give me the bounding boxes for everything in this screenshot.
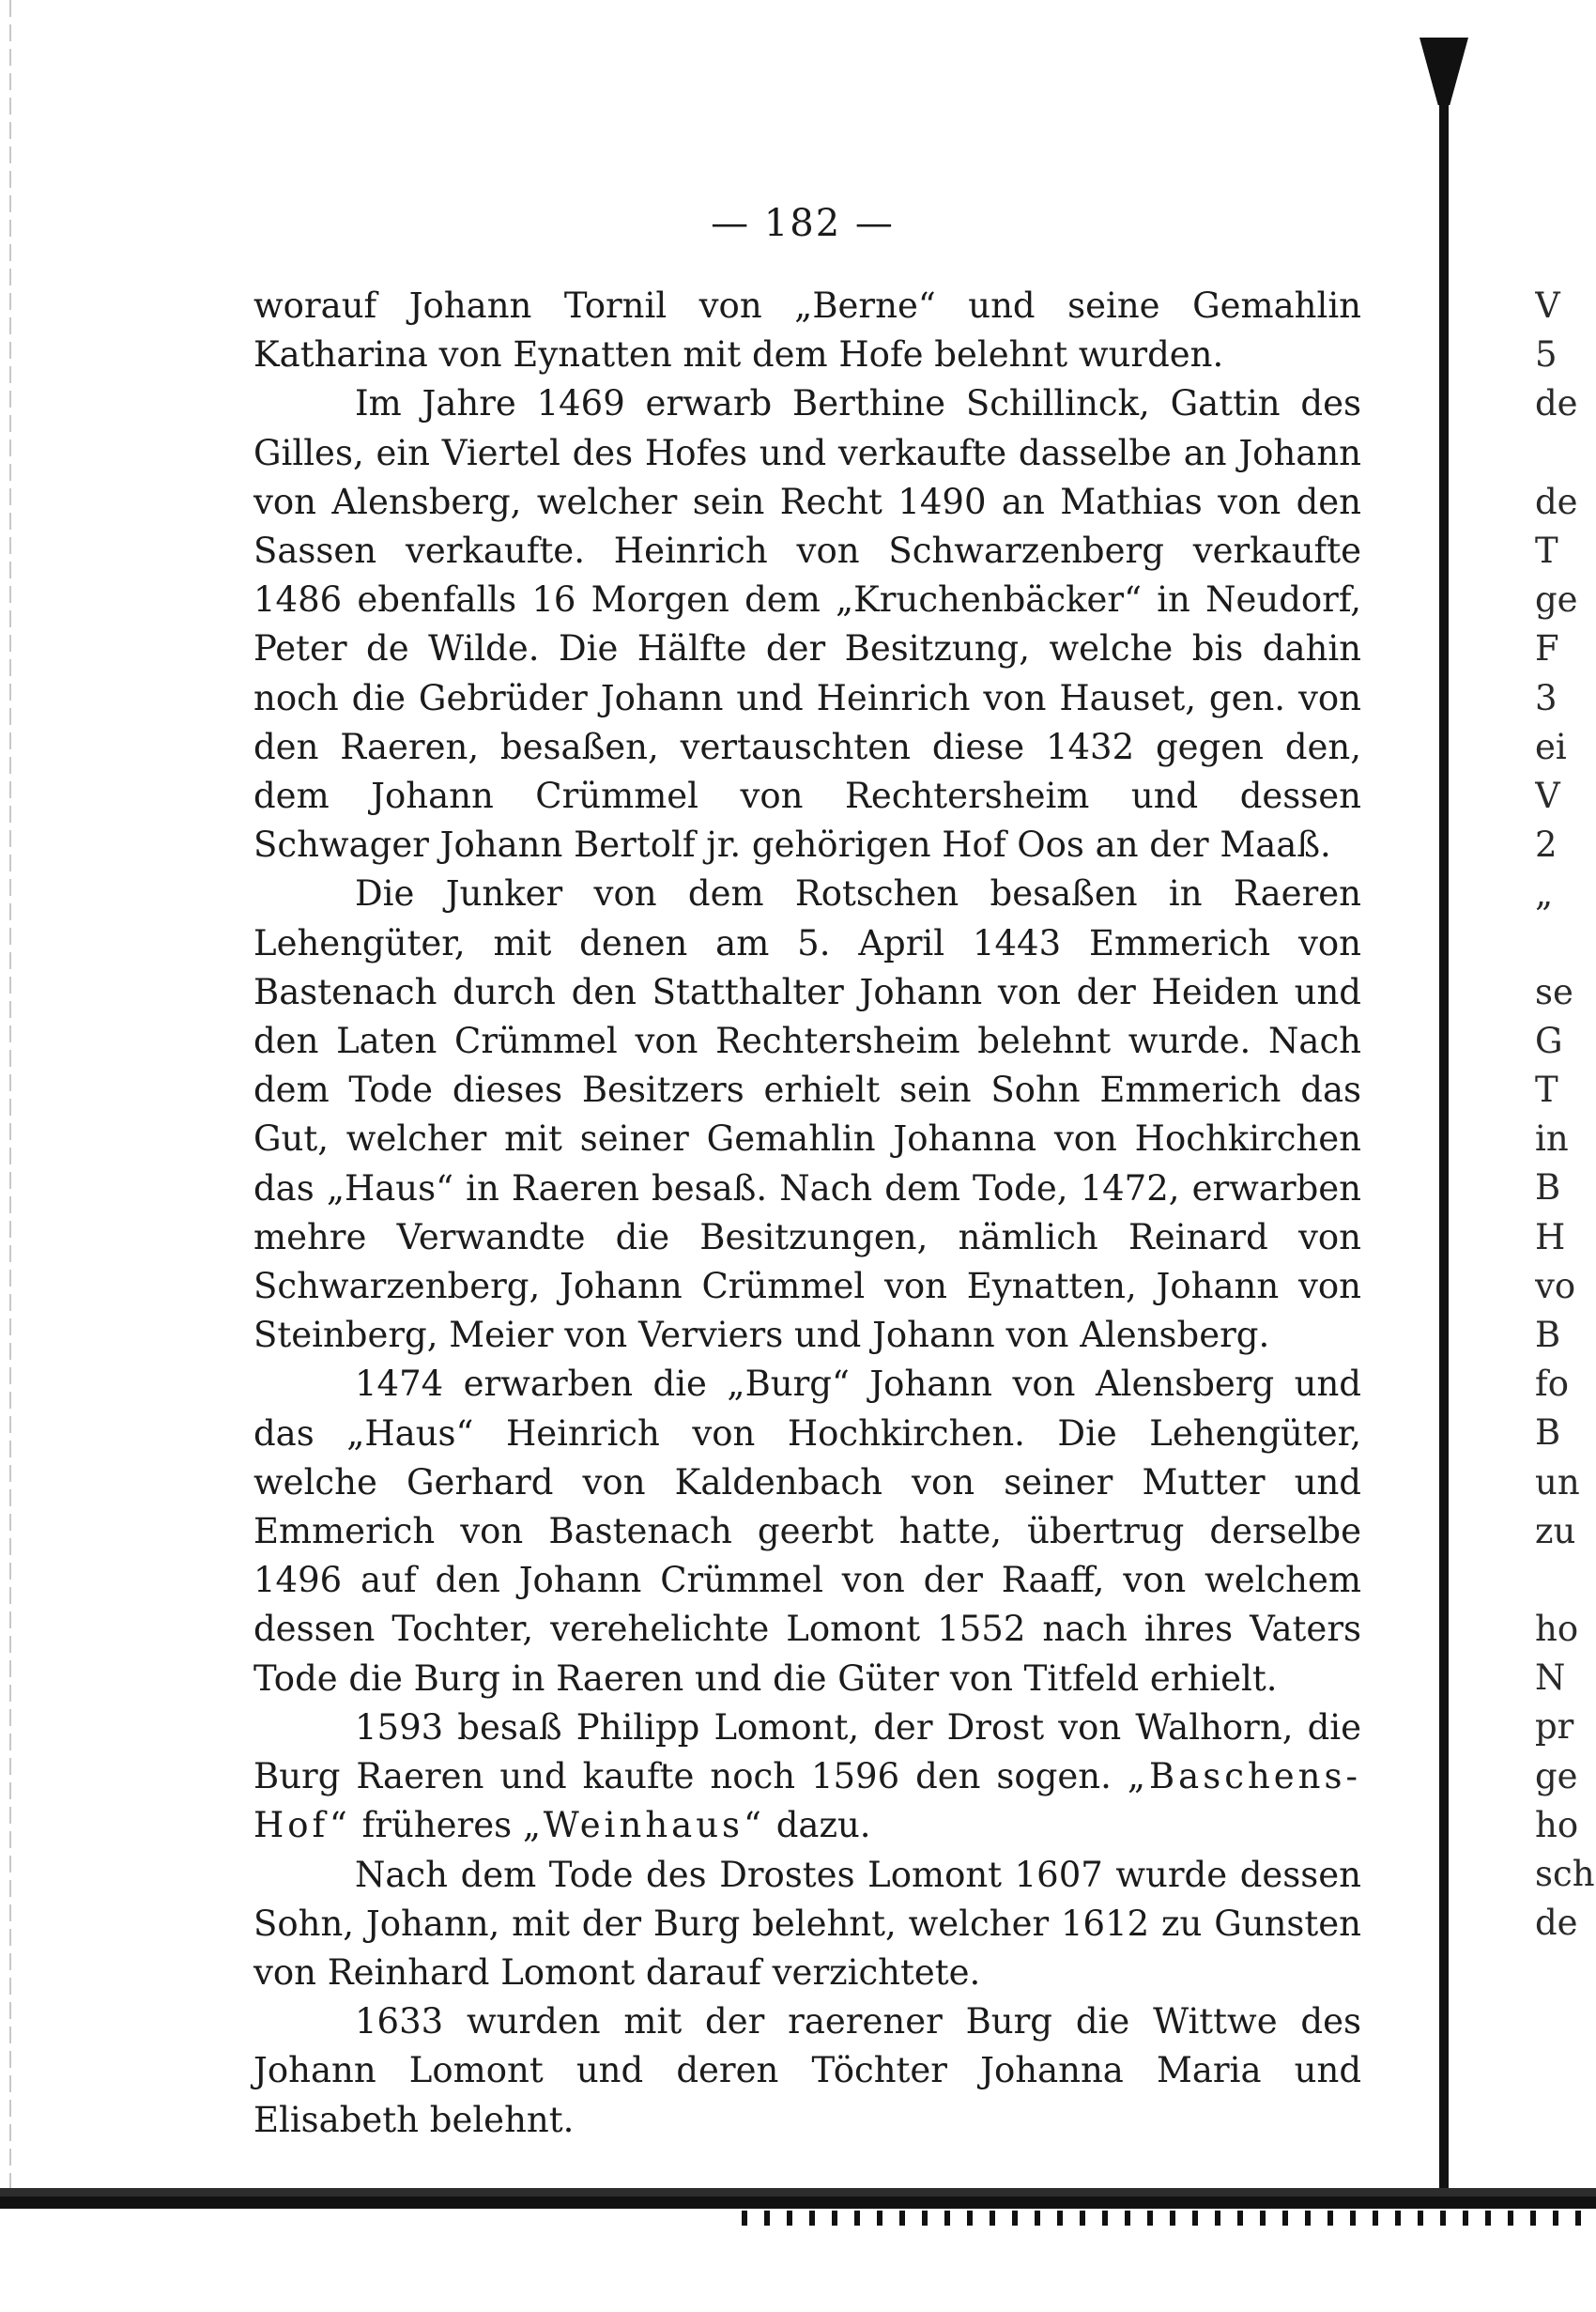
facing-page-line: H: [1535, 1216, 1566, 1257]
facing-page-line: pr: [1535, 1706, 1574, 1748]
facing-page-line: V: [1535, 775, 1560, 816]
baschens-hof-spaced-name: „Baschens-Hof“: [253, 1756, 1362, 1846]
facing-page-line: [1535, 1556, 1596, 1605]
facing-page-line: de: [1535, 1903, 1578, 1944]
scan-bottom-ticks: [742, 2211, 1596, 2226]
left-margin-scan-line: [9, 0, 11, 2197]
paragraph-4: 1474 erwarben die „Burg“ Johann von Alensberg und das „Haus“ Heinrich von Hochkirchen. Die Lehengüter, welche Gerhard von Kaldenbach von seiner Mutter und Emmerich von Bastenach geerbt hatte, übertrug derselbe 1496 auf den Johann Crümmel von der Raaff, von welchem dessen Tochter, verehelichte Lomont 1552 nach ihres Vaters Tode die Burg in Raeren und die Güter von Titfeld erhielt.: [253, 1364, 1361, 1699]
facing-page-line: sch: [1535, 1854, 1595, 1894]
facing-page-cropped-text: [1535, 282, 1596, 1948]
facing-page-line: „: [1535, 873, 1554, 915]
facing-page-line: se: [1535, 971, 1573, 1012]
facing-page-line: fo: [1535, 1364, 1569, 1405]
facing-page-line: in: [1535, 1118, 1569, 1160]
facing-page-line: B: [1535, 1314, 1561, 1355]
facing-page-line: T: [1535, 530, 1558, 571]
facing-page-line: de: [1535, 383, 1578, 424]
paragraph-2: Im Jahre 1469 erwarb Berthine Schillinck, Gattin des Gilles, ein Viertel des Hofes und verkaufte dasselbe an Johann von Alensberg, welcher sein Recht 1490 an Mathias von den Sassen verkaufte. Heinrich von Schwarzenberg verkaufte 1486 ebenfalls 16 Morgen dem „Kruchenbäcker“ in Neudorf, Peter de Wilde. Die Hälfte der Besitzung, welche bis dahin noch die Gebrüder Johann und Heinrich von Hauset, gen. von den Raeren, besaßen, vertauschten diese 1432 gegen den, dem Johann Crümmel von Rechtersheim und dessen Schwager Johann Bertolf jr. gehörigen Hof Oos an der Maaß.: [253, 383, 1361, 866]
facing-page-line: 2: [1535, 825, 1558, 866]
facing-page-line: [1535, 429, 1596, 478]
facing-page-line: G: [1535, 1020, 1563, 1061]
facing-page-line: N: [1535, 1657, 1566, 1699]
paragraph-5-tail: dazu.: [775, 1805, 871, 1846]
facing-page-line: de: [1535, 481, 1578, 522]
paragraph-7: 1633 wurden mit der raerener Burg die Wittwe des Johann Lomont und deren Töchter Johanna Maria und Elisabeth belehnt.: [253, 2001, 1361, 2140]
page-number: — 182 —: [711, 202, 895, 245]
scan-bottom-border: [0, 2188, 1596, 2209]
main-text-block: [253, 282, 1361, 2145]
facing-page-line: ei: [1535, 726, 1567, 767]
facing-page-line: zu: [1535, 1510, 1576, 1551]
facing-page-line: B: [1535, 1412, 1561, 1454]
book-binding-edge: [1439, 38, 1449, 2188]
facing-page-line: B: [1535, 1167, 1561, 1209]
paragraph-5: [253, 1703, 1361, 1851]
facing-page-line: 5: [1535, 334, 1558, 376]
paragraph-3: Die Junker von dem Rotschen besaßen in Raeren Lehengüter, mit denen am 5. April 1443 Emmerich von Bastenach durch den Statthalter Johann von der Heiden und den Laten Crümmel von Rechtersheim belehnt wurde. Nach dem Tode dieses Besitzers erhielt sein Sohn Emmerich das Gut, welcher mit seiner Gemahlin Johanna von Hochkirchen das „Haus“ in Raeren besaß. Nach dem Tode, 1472, erwarben mehre Verwandte die Besitzungen, nämlich Reinard von Schwarzenberg, Johann Crümmel von Eynatten, Johann von Steinberg, Meier von Verviers und Johann von Alensberg.: [253, 873, 1361, 1356]
facing-page-line: T: [1535, 1070, 1558, 1110]
facing-page-line: F: [1535, 628, 1559, 670]
facing-page-line: V: [1535, 285, 1560, 326]
paragraph-5-text: 1593 besaß Philipp Lomont, der Drost von Walhorn, die Burg Raeren und kaufte noch 1596 den sogen.: [253, 1706, 1361, 1797]
facing-page-line: ho: [1535, 1609, 1579, 1650]
facing-page-line: 3: [1535, 677, 1558, 718]
facing-page-line: un: [1535, 1461, 1580, 1503]
weinhaus-spaced-name: „Weinhaus“: [522, 1805, 765, 1846]
facing-page-line: ge: [1535, 1755, 1578, 1796]
facing-page-line: ge: [1535, 579, 1578, 621]
paragraph-6: Nach dem Tode des Drostes Lomont 1607 wurde dessen Sohn, Johann, mit der Burg belehnt, welcher 1612 zu Gunsten von Reinhard Lomont darauf verzichtete.: [253, 1854, 1361, 1993]
paragraph-1: worauf Johann Tornil von „Berne“ und seine Gemahlin Katharina von Eynatten mit dem Hofe belehnt wurden.: [253, 285, 1361, 376]
facing-page-line: ho: [1535, 1804, 1579, 1845]
facing-page-line: [1535, 918, 1596, 967]
facing-page-line: vo: [1535, 1265, 1576, 1306]
paragraph-5-after-spaced: früheres: [361, 1805, 513, 1846]
